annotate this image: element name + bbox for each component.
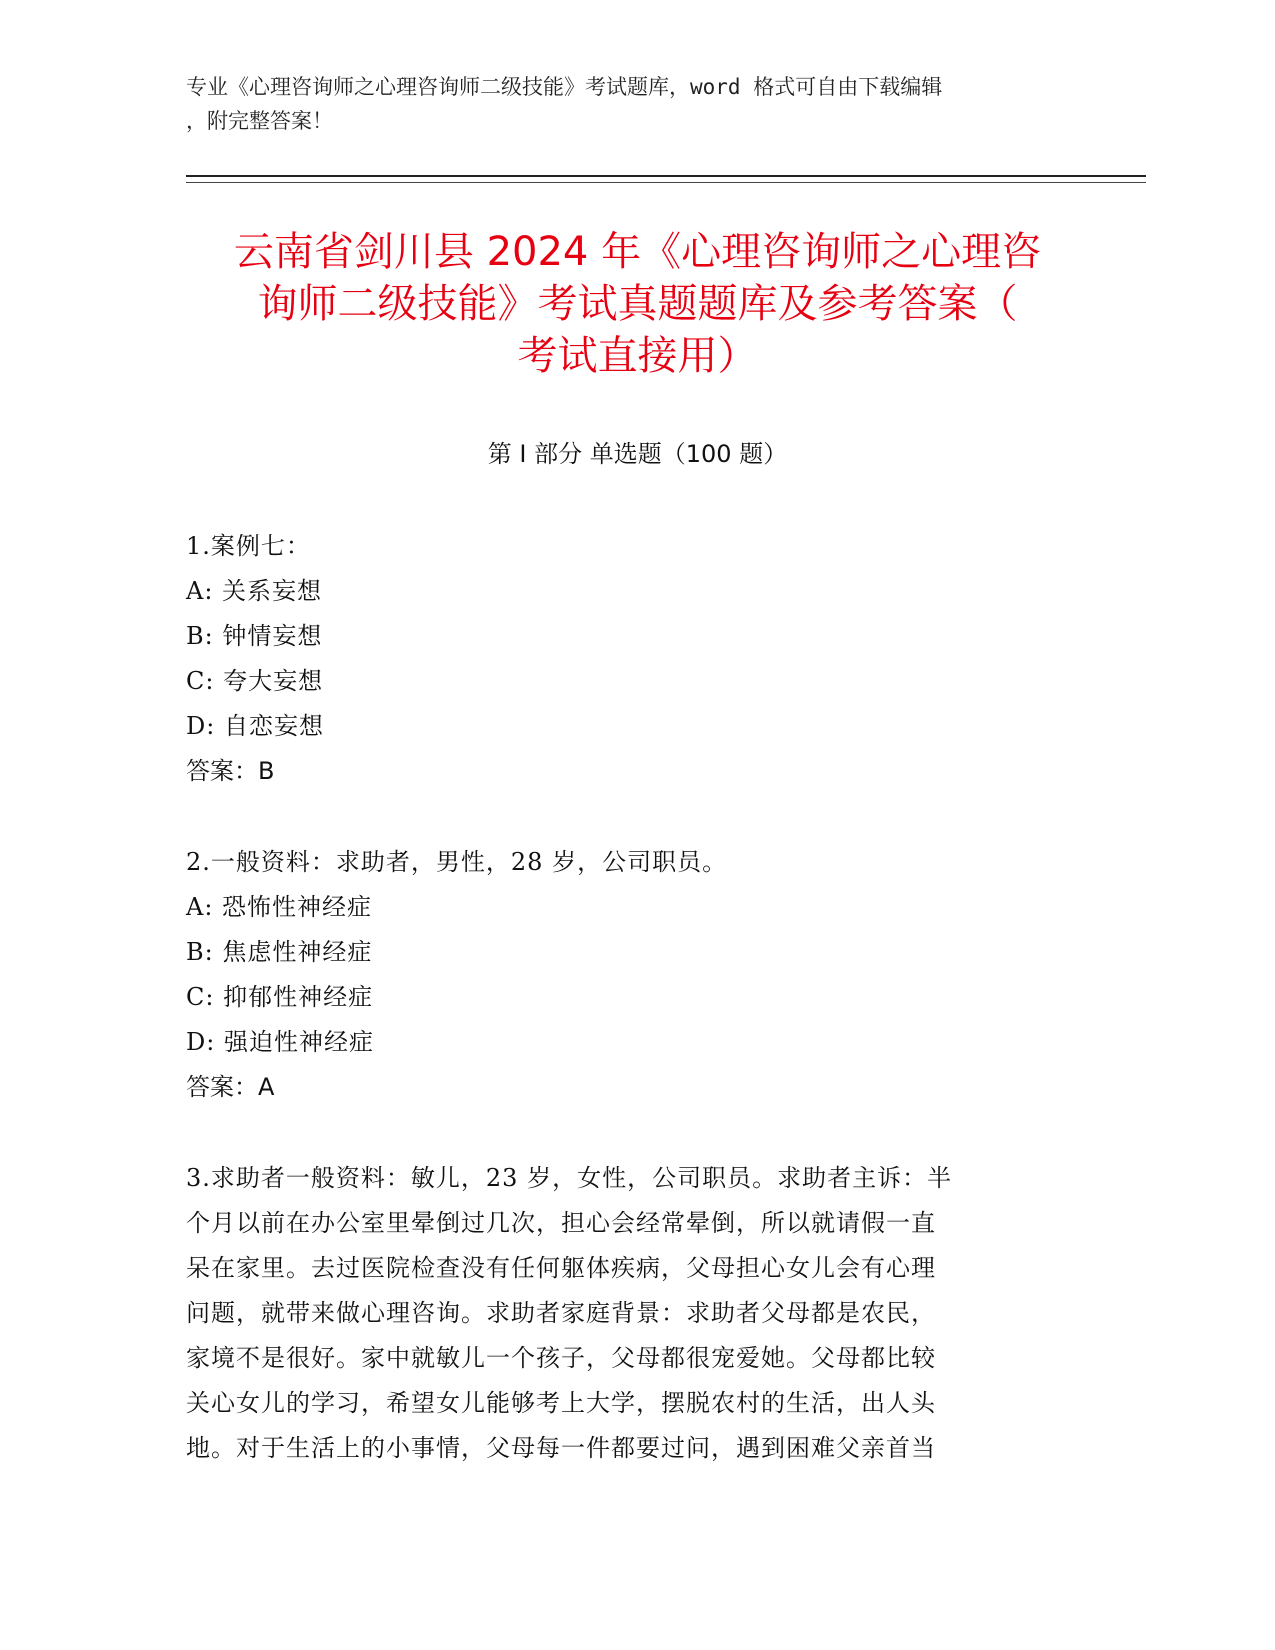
section-title: 第 I 部分 单选题（100 题） [487, 440, 788, 468]
question-stem-line: 问题，就带来做心理咨询。求助者家庭背景：求助者父母都是农民， [186, 1299, 936, 1327]
answer: 答案：B [186, 757, 275, 785]
header-divider-thick [186, 175, 1146, 177]
question-stem-line: 3.求助者一般资料：敏儿，23 岁，女性，公司职员。求助者主诉：半 [186, 1164, 953, 1192]
question-stem-line: 家境不是很好。家中就敏儿一个孩子，父母都很宠爱她。父母都比较 [186, 1344, 936, 1372]
option-d: D: 强迫性神经症 [186, 1028, 374, 1056]
question-3 [186, 1156, 1066, 1471]
document-title-line-1: 云南省剑川县 2024 年《心理咨询师之心理咨 [233, 229, 1042, 275]
header-note-line-2: ，附完整答案！ [186, 109, 333, 133]
header-divider-thin [186, 182, 1146, 183]
question-stem: 2.一般资料：求助者，男性，28 岁，公司职员。 [186, 848, 728, 876]
question-stem-line: 呆在家里。去过医院检查没有任何躯体疾病，父母担心女儿会有心理 [186, 1254, 936, 1282]
question-1 [186, 524, 1066, 794]
option-c: C: 夸大妄想 [186, 667, 324, 695]
option-c: C: 抑郁性神经症 [186, 983, 374, 1011]
answer: 答案：A [186, 1073, 275, 1101]
option-b: B: 焦虑性神经症 [186, 938, 373, 966]
question-stem-line: 地。对于生活上的小事情，父母每一件都要过问，遇到困难父亲首当 [186, 1434, 936, 1462]
option-d: D: 自恋妄想 [186, 712, 324, 740]
header-note [186, 70, 1086, 138]
question-stem-line: 个月以前在办公室里晕倒过几次，担心会经常晕倒，所以就请假一直 [186, 1209, 936, 1237]
document-title-line-2: 询师二级技能》考试真题题库及参考答案（ [257, 281, 1018, 327]
option-a: A: 关系妄想 [186, 577, 323, 605]
question-2 [186, 840, 1066, 1110]
question-stem: 1.案例七： [186, 532, 311, 560]
document-title-line-3: 考试直接用） [517, 333, 758, 379]
document-title [150, 226, 1125, 382]
option-a: A: 恐怖性神经症 [186, 893, 373, 921]
question-list [186, 524, 1066, 1517]
question-stem-line: 关心女儿的学习，希望女儿能够考上大学，摆脱农村的生活，出人头 [186, 1389, 936, 1417]
header-note-line-1: 专业《心理咨询师之心理咨询师二级技能》考试题库，word 格式可自由下载编辑 [186, 75, 943, 99]
option-b: B: 钟情妄想 [186, 622, 323, 650]
